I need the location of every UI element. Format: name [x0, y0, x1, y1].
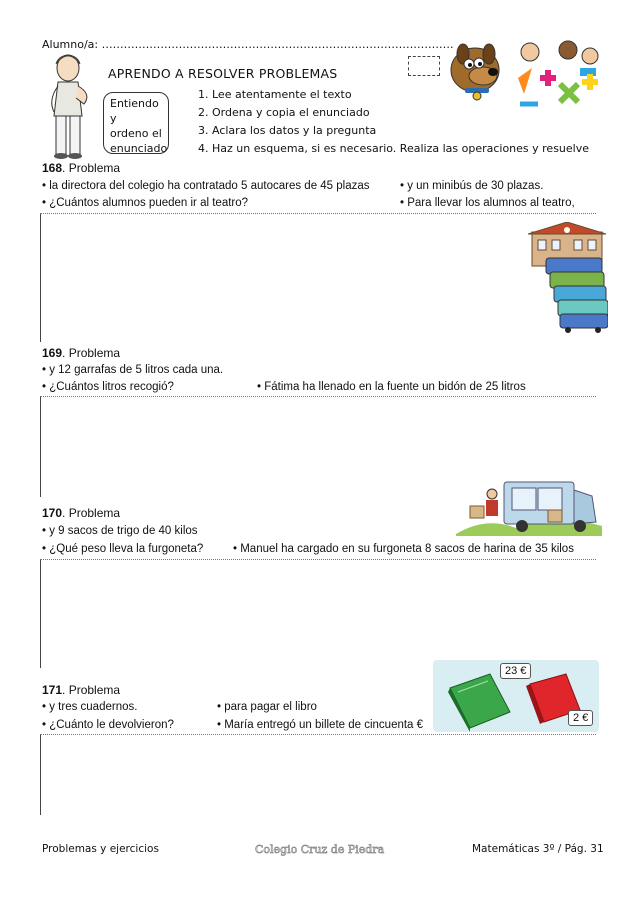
problem-label: . Problema [62, 683, 121, 697]
answer-box[interactable] [408, 56, 440, 76]
divider [40, 396, 596, 397]
speech-bubble [103, 92, 169, 154]
problem-title [42, 683, 120, 697]
step-item: 1. Lee atentamente el texto [198, 88, 352, 101]
cartoon-dog-illustration [445, 40, 507, 102]
bubble-line: ordeno el [110, 127, 162, 140]
divider [40, 559, 596, 560]
divider [40, 213, 596, 214]
problem-title [42, 346, 120, 360]
kids-math-symbols-illustration [510, 38, 602, 116]
page-title: APRENDO A RESOLVER PROBLEMAS [108, 66, 338, 81]
delivery-van-illustration [456, 476, 602, 536]
divider [40, 734, 596, 735]
problem-line: • María entregó un billete de cincuenta € [217, 719, 424, 731]
problem-number: 169 [42, 346, 63, 360]
answer-margin-line [40, 397, 41, 497]
problem-number: 171 [42, 683, 63, 697]
problem-line: • y un minibús de 30 plazas. [400, 180, 544, 192]
problem-line: • y 12 garrafas de 5 litros cada una. [42, 364, 224, 376]
problem-line: • para pagar el libro [217, 701, 317, 713]
problem-line: • y 9 sacos de trigo de 40 kilos [42, 525, 198, 537]
girl-thinking-illustration [40, 50, 102, 162]
problem-label: . Problema [62, 506, 121, 520]
problem-line: • Para llevar los alumnos al teatro, [400, 197, 575, 209]
step-item: 2. Ordena y copia el enunciado [198, 106, 370, 119]
school-buses-illustration [524, 222, 608, 334]
step-item: 4. Haz un esquema, si es necesario. Realiza las operaciones y resuelve [198, 142, 590, 155]
bubble-line: enunciado [110, 142, 168, 155]
problem-line: • Manuel ha cargado en su furgoneta 8 sacos de harina de 35 kilos [233, 543, 574, 555]
problem-number: 168 [42, 161, 63, 175]
problem-label: . Problema [62, 161, 121, 175]
step-item: 3. Aclara los datos y la pregunta [198, 124, 377, 137]
footer-school-name: Colegio Cruz de Piedra [255, 843, 385, 856]
problem-title [42, 161, 120, 175]
answer-margin-line [40, 560, 41, 668]
problem-title [42, 506, 120, 520]
problem-line: • ¿Cuántos alumnos pueden ir al teatro? [42, 197, 249, 209]
footer-left: Problemas y ejercicios [42, 843, 159, 855]
problem-line: • Fátima ha llenado en la fuente un bidón de 25 litros [257, 381, 526, 393]
answer-margin-line [40, 214, 41, 342]
problem-line: • ¿Qué peso lleva la furgoneta? [42, 543, 204, 555]
problem-number: 170 [42, 506, 63, 520]
bubble-line: Entiendo y [110, 97, 159, 125]
problem-line: • ¿Cuántos litros recogió? [42, 381, 174, 393]
answer-margin-line [40, 735, 41, 815]
price-tag-notebook: 2 € [568, 710, 593, 726]
problem-line: • la directora del colegio ha contratado 5 autocares de 45 plazas [42, 180, 370, 192]
problem-label: . Problema [62, 346, 121, 360]
price-tag-book: 23 € [500, 663, 531, 679]
problem-line: • ¿Cuánto le devolvieron? [42, 719, 174, 731]
problem-line: • y tres cuadernos. [42, 701, 138, 713]
student-name-field[interactable]: Alumno/a: …………………………………………………………………………………… [42, 38, 454, 51]
footer-page-number: Matemáticas 3º / Pág. 31 [472, 843, 604, 855]
